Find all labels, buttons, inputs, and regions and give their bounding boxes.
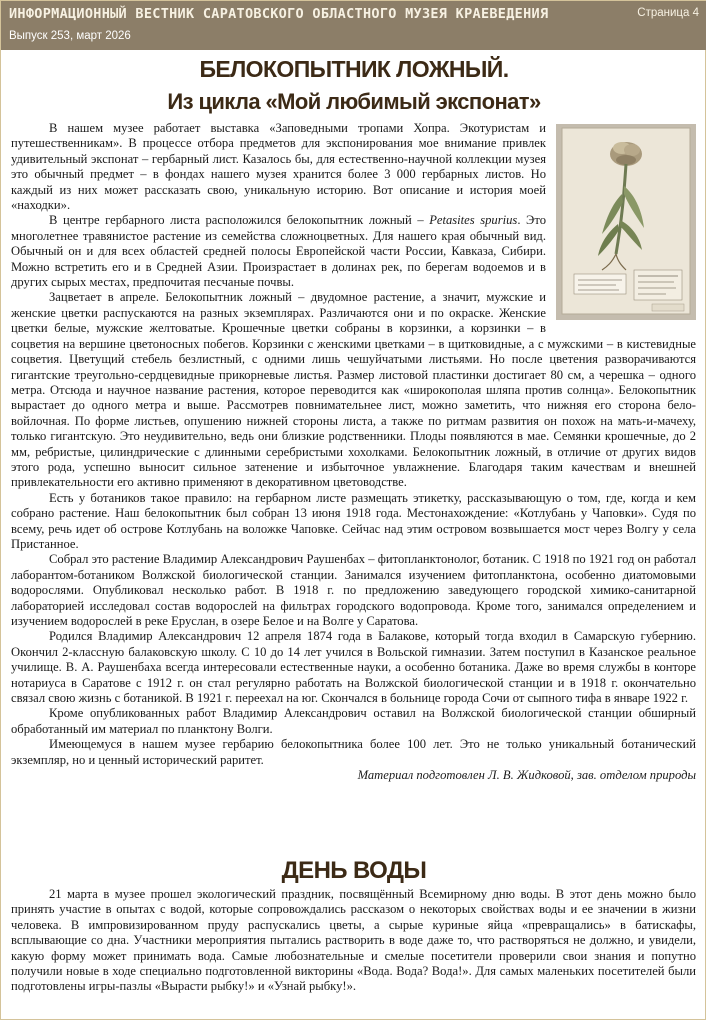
issue-number: Выпуск 253, март 2026 (9, 30, 131, 42)
paragraph-7: Кроме опубликованных работ Владимир Александрович оставил на Волжской биологической станции обширный обработанный им материал по планктону Волги. (11, 706, 696, 736)
article2-title: ДЕНЬ ВОДЫ (281, 857, 427, 884)
author-signature: Материал подготовлен Л. В. Жидковой, зав. отделом природы (357, 768, 696, 783)
page-number: Страница 4 (637, 7, 699, 19)
article-subtitle: Из цикла «Мой любимый экспонат» (167, 89, 541, 114)
newsletter-title: ИНФОРМАЦИОННЫЙ ВЕСТНИК САРАТОВСКОГО ОБЛАСТНОГО МУЗЕЯ КРАЕВЕДЕНИЯ (9, 6, 549, 22)
article2-body (11, 887, 696, 995)
latin-name: Petasites spurius (429, 213, 518, 228)
paragraph-2: В центре гербарного листа расположился белокопытник ложный – Petasites spurius. Это многолетнее травянистое растение из семейства сложноцветных. Для нашего края обычный вид. Обычный он и для всех областей средней полосы Европейской части России, Кавказа, Сибири. Можно встретить его и в Средней Азии. Произрастает в долинах рек, по берегам водоемов и в других сырых местах, предпочитая песчаные почвы. (11, 213, 546, 290)
paragraph-5: Собрал это растение Владимир Александрович Раушенбах – фитопланктонолог, ботаник. С 1918 по 1921 год он работал лаборантом-ботаником Волжской биологической станции. Занимался изучением фитопланктона, особенно диатомовыми водорослями. Опубликовал несколько работ. В 1918 г. по предложению заведующего городской химико-санитарной лабораторией исследовал состав водорослей на фильтрах городского водопровода. Кроме того, занимался определением и изучением водорослей в реке Еруслан, в озере Белое и на Волге у Саратова. (11, 552, 696, 628)
page-header (1, 1, 706, 50)
article-body (11, 121, 696, 783)
paragraph-3: Зацветает в апреле. Белокопытник ложный – двудомное растение, а значит, мужские и женские цветки распускаются на разных экземплярах. Различаются они и по окраске. Женские цветки белые, мужские желтоватые. Крошечные цветки собраны в корзинки, а корзинки – в соцветия на вершине цветоносных побегов. Корзинки с женскими цветками – в щитковидные, а с мужскими – в кистевидные соцветия. Цветущий стебель безлистный, с одними лишь чешуйчатыми листьями. Но после цветения разворачиваются гигантские треугольно-сердцевидные прикорневые листья. Размер листовой пластинки достигает 80 см, а черешка – одного метра. Отсюда и научное название растения, которое переводится как «широкополая шляпа против солнца». Белокопытник вырастает до одного метра и выше. Рассмотрев повнимательнее лист, можно заметить, что нижняя его сторона бело-войлочная. По форме листьев, опушению нижней стороны листа, а также по ритмам развития он похож на мать-и-мачеху, только гигантскую. Это неудивительно, ведь они близкие родственники. Плоды появляются в мае. Семянки крошечные, до 2 мм, ребристые, цилиндрические с длинными серебристыми хохолками. Белокопытник ложный, в отличие от других видов этого рода, успешно выносит сильное затенение и избыточное увлажнение. Благодаря таким качествам и внешней привлекательности его активно применяют в декоративном цветоводстве. (11, 290, 696, 490)
flower-head (610, 142, 642, 166)
paragraph-1: В нашем музее работает выставка «Заповедными тропами Хопра. Экотуристам и путешественникам». В процессе отбора предметов для экспонирования мое внимание привлек удивительный экспонат – гербарный лист. Казалось бы, для естественно-научной коллекции музея это обычный предмет – в фондах нашего музея хранится более 3 000 гербарных листов. Но каждый из них может рассказать свою, уникальную историю. Вот описание и история моей «находки». (11, 121, 546, 213)
paragraph-4: Есть у ботаников такое правило: на гербарном листе размещать этикетку, рассказывающую о том, где, когда и кем собрано растение. Наш белокопытник был собран 13 июня 1918 года. Местонахождение: «Котлубань у Чаповки». Судя по всему, речь идет об острове Котлубань на воложке Чаповке. Сейчас над этим островом возвышается мост через Волгу у села Пристанное. (11, 490, 696, 551)
paragraph-6: Родился Владимир Александрович 12 апреля 1874 года в Балакове, который тогда входил в Самарскую губернию. Окончил 2-классную балаковскую школу. С 10 до 14 лет учился в Вольской гимназии. Затем поступил в Казанское реальное училище. В. А. Раушенбаха всегда интересовали естественные науки, а особенно ботаника. Даже во время службы в конторе нотариуса в Саратове с 1912 г. он стал регулярно работать на Волжской биологической станции и в 1918 г. окончательно связал свою жизнь с ботаникой. В 1921 г. переехал на юг. Скончался в больнице города Сочи от сыпного тифа в январе 1922 г. (11, 629, 696, 706)
herbarium-sheet-photo (556, 124, 696, 320)
article-title: БЕЛОКОПЫТНИК ЛОЖНЫЙ. (199, 56, 509, 82)
article2-paragraph-1: 21 марта в музее прошел экологический праздник, посвящённый Всемирному дню воды. В этот день можно было принять участие в опытах с водой, которые сопровождались рассказом о некоторых свойствах воды и ее значении в жизни человека. В импровизированном пруду распускались цветы, а сырые куриные яйца «превращались» в батискафы, всплывающие со дна. Участники мероприятия пытались растворить в воде даже то, что растворяться не должно, и увидели, какую форму может принимать вода. Самые любознательные и смелые посетители проверили свои знания и попутно получили новые в ходе специально подготовленной викторины «Вода. Вода? Вода!». Для самых маленьких посетителей были подготовлены игры-пазлы «Вырасти рыбку!» и «Узнай рыбку!». (11, 887, 696, 994)
paragraph-8: Имеющемуся в нашем музее гербарию белокопытника более 100 лет. Это не только уникальный ботанический экземпляр, но и ценный исторический раритет. (11, 737, 696, 767)
